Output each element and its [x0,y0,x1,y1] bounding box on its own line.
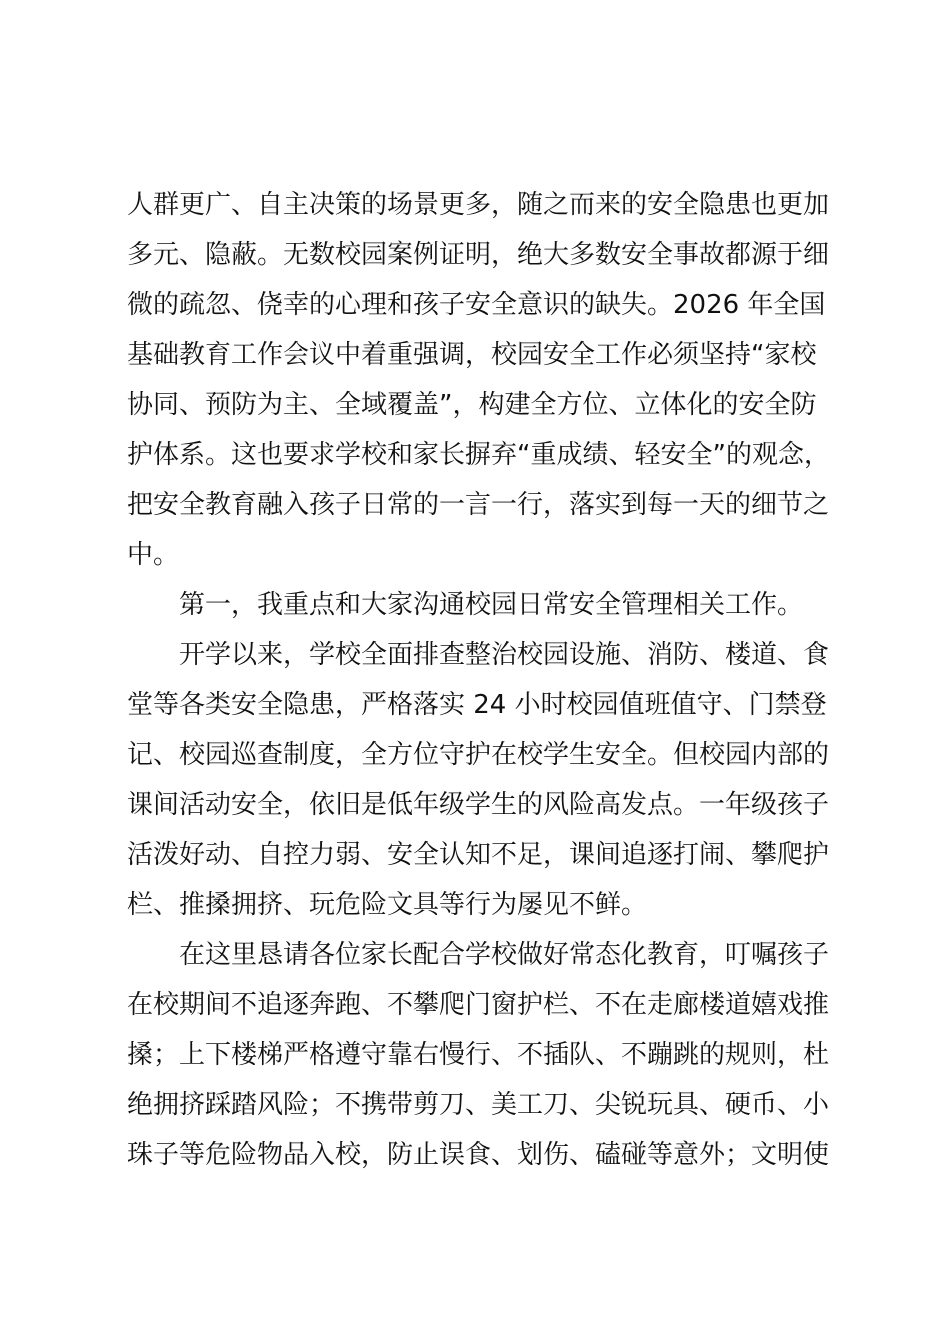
text-line: 活泼好动、自控力弱、安全认知不足，课间追逐打闹、攀爬护 [127,840,830,870]
text-line: 护体系。这也要求学校和家长摒弃“重成绩、轻安全”的观念， [127,440,830,470]
text-line: 把安全教育融入孩子日常的一言一行，落实到每一天的细节之 [127,490,830,520]
section-heading: 第一，我重点和大家沟通校园日常安全管理相关工作。 [179,590,804,620]
text-line: 栏、推搡拥挤、玩危险文具等行为屡见不鲜。 [127,890,648,920]
text-line: 堂等各类安全隐患，严格落实 24 小时校园值班值守、门禁登 [127,690,827,720]
text-line: 多元、隐蔽。无数校园案例证明，绝大多数安全事故都源于细 [127,240,830,270]
text-line: 基础教育工作会议中着重强调，校园安全工作必须坚持“家校 [127,340,817,370]
text-line: 绝拥挤踩踏风险；不携带剪刀、美工刀、尖锐玩具、硬币、小 [127,1090,830,1120]
text-line: 开学以来，学校全面排查整治校园设施、消防、楼道、食 [179,640,830,670]
text-line: 在校期间不追逐奔跑、不攀爬门窗护栏、不在走廊楼道嬉戏推 [127,990,830,1020]
text-line: 记、校园巡查制度，全方位守护在校学生安全。但校园内部的 [127,740,830,770]
text-line: 珠子等危险物品入校，防止误食、划伤、磕碰等意外；文明使 [127,1140,830,1170]
text-line: 课间活动安全，依旧是低年级学生的风险高发点。一年级孩子 [127,790,830,820]
text-line: 协同、预防为主、全域覆盖”，构建全方位、立体化的安全防 [127,390,817,420]
text-line: 中。 [127,540,180,570]
text-line: 微的疏忽、侥幸的心理和孩子安全意识的缺失。2026 年全国 [127,290,826,320]
text-line: 搡；上下楼梯严格遵守靠右慢行、不插队、不蹦跳的规则，杜 [127,1040,830,1070]
text-line: 在这里恳请各位家长配合学校做好常态化教育，叮嘱孩子 [179,940,830,970]
text-line: 人群更广、自主决策的场景更多，随之而来的安全隐患也更加 [127,190,830,220]
